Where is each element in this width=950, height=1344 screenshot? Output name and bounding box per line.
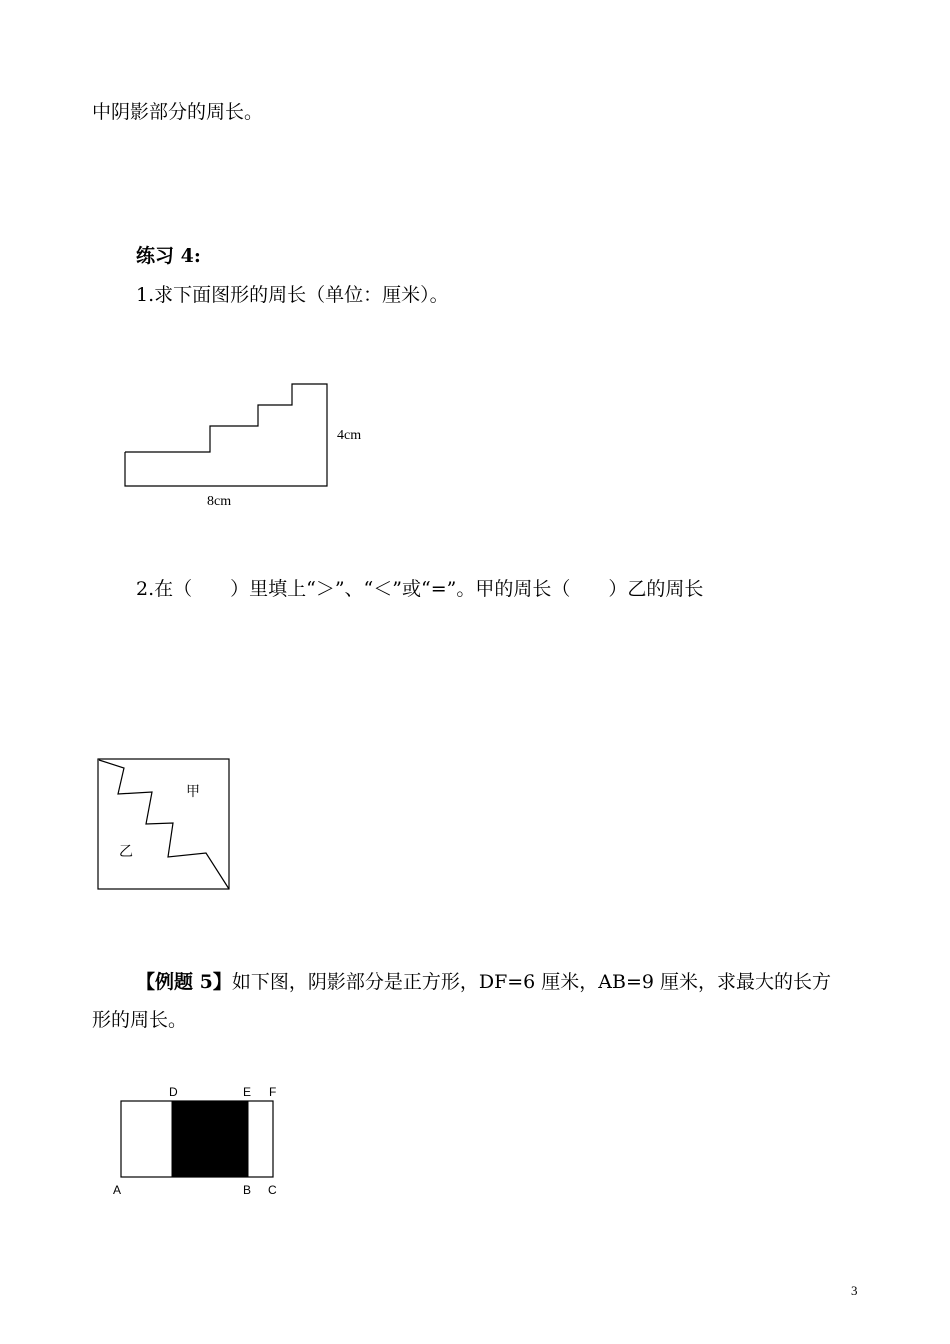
exercise4-question2: 2.在（ ）里填上“＞”、“＜”或“=”。甲的周长（ ）乙的周长 [136, 578, 704, 600]
example5-tag: 【例题 5】 [136, 971, 232, 993]
shaded-square [172, 1101, 248, 1177]
point-f-label: F [269, 1085, 277, 1099]
exercise4-title: 练习 4: [136, 245, 201, 267]
point-a-label: A [113, 1183, 122, 1197]
point-b-label: B [243, 1183, 252, 1197]
continuation-text: 中阴影部分的周长。 [92, 101, 264, 123]
example5-text1: 如下图，阴影部分是正方形，DF=6 厘米，AB=9 厘米，求最大的长方 [231, 971, 832, 993]
point-d-label: D [169, 1085, 178, 1099]
example5-line2: 形的周长。 [92, 1009, 188, 1031]
staircase-width-label: 8cm [207, 494, 232, 509]
staircase-height-label: 4cm [337, 428, 362, 443]
region-yi-label: 乙 [119, 843, 133, 859]
point-c-label: C [268, 1183, 277, 1197]
exercise4-question1: 1.求下面图形的周长（单位：厘米）。 [136, 284, 449, 306]
region-jia-label: 甲 [186, 783, 200, 799]
page-number: 3 [851, 1283, 858, 1298]
point-e-label: E [243, 1085, 252, 1099]
